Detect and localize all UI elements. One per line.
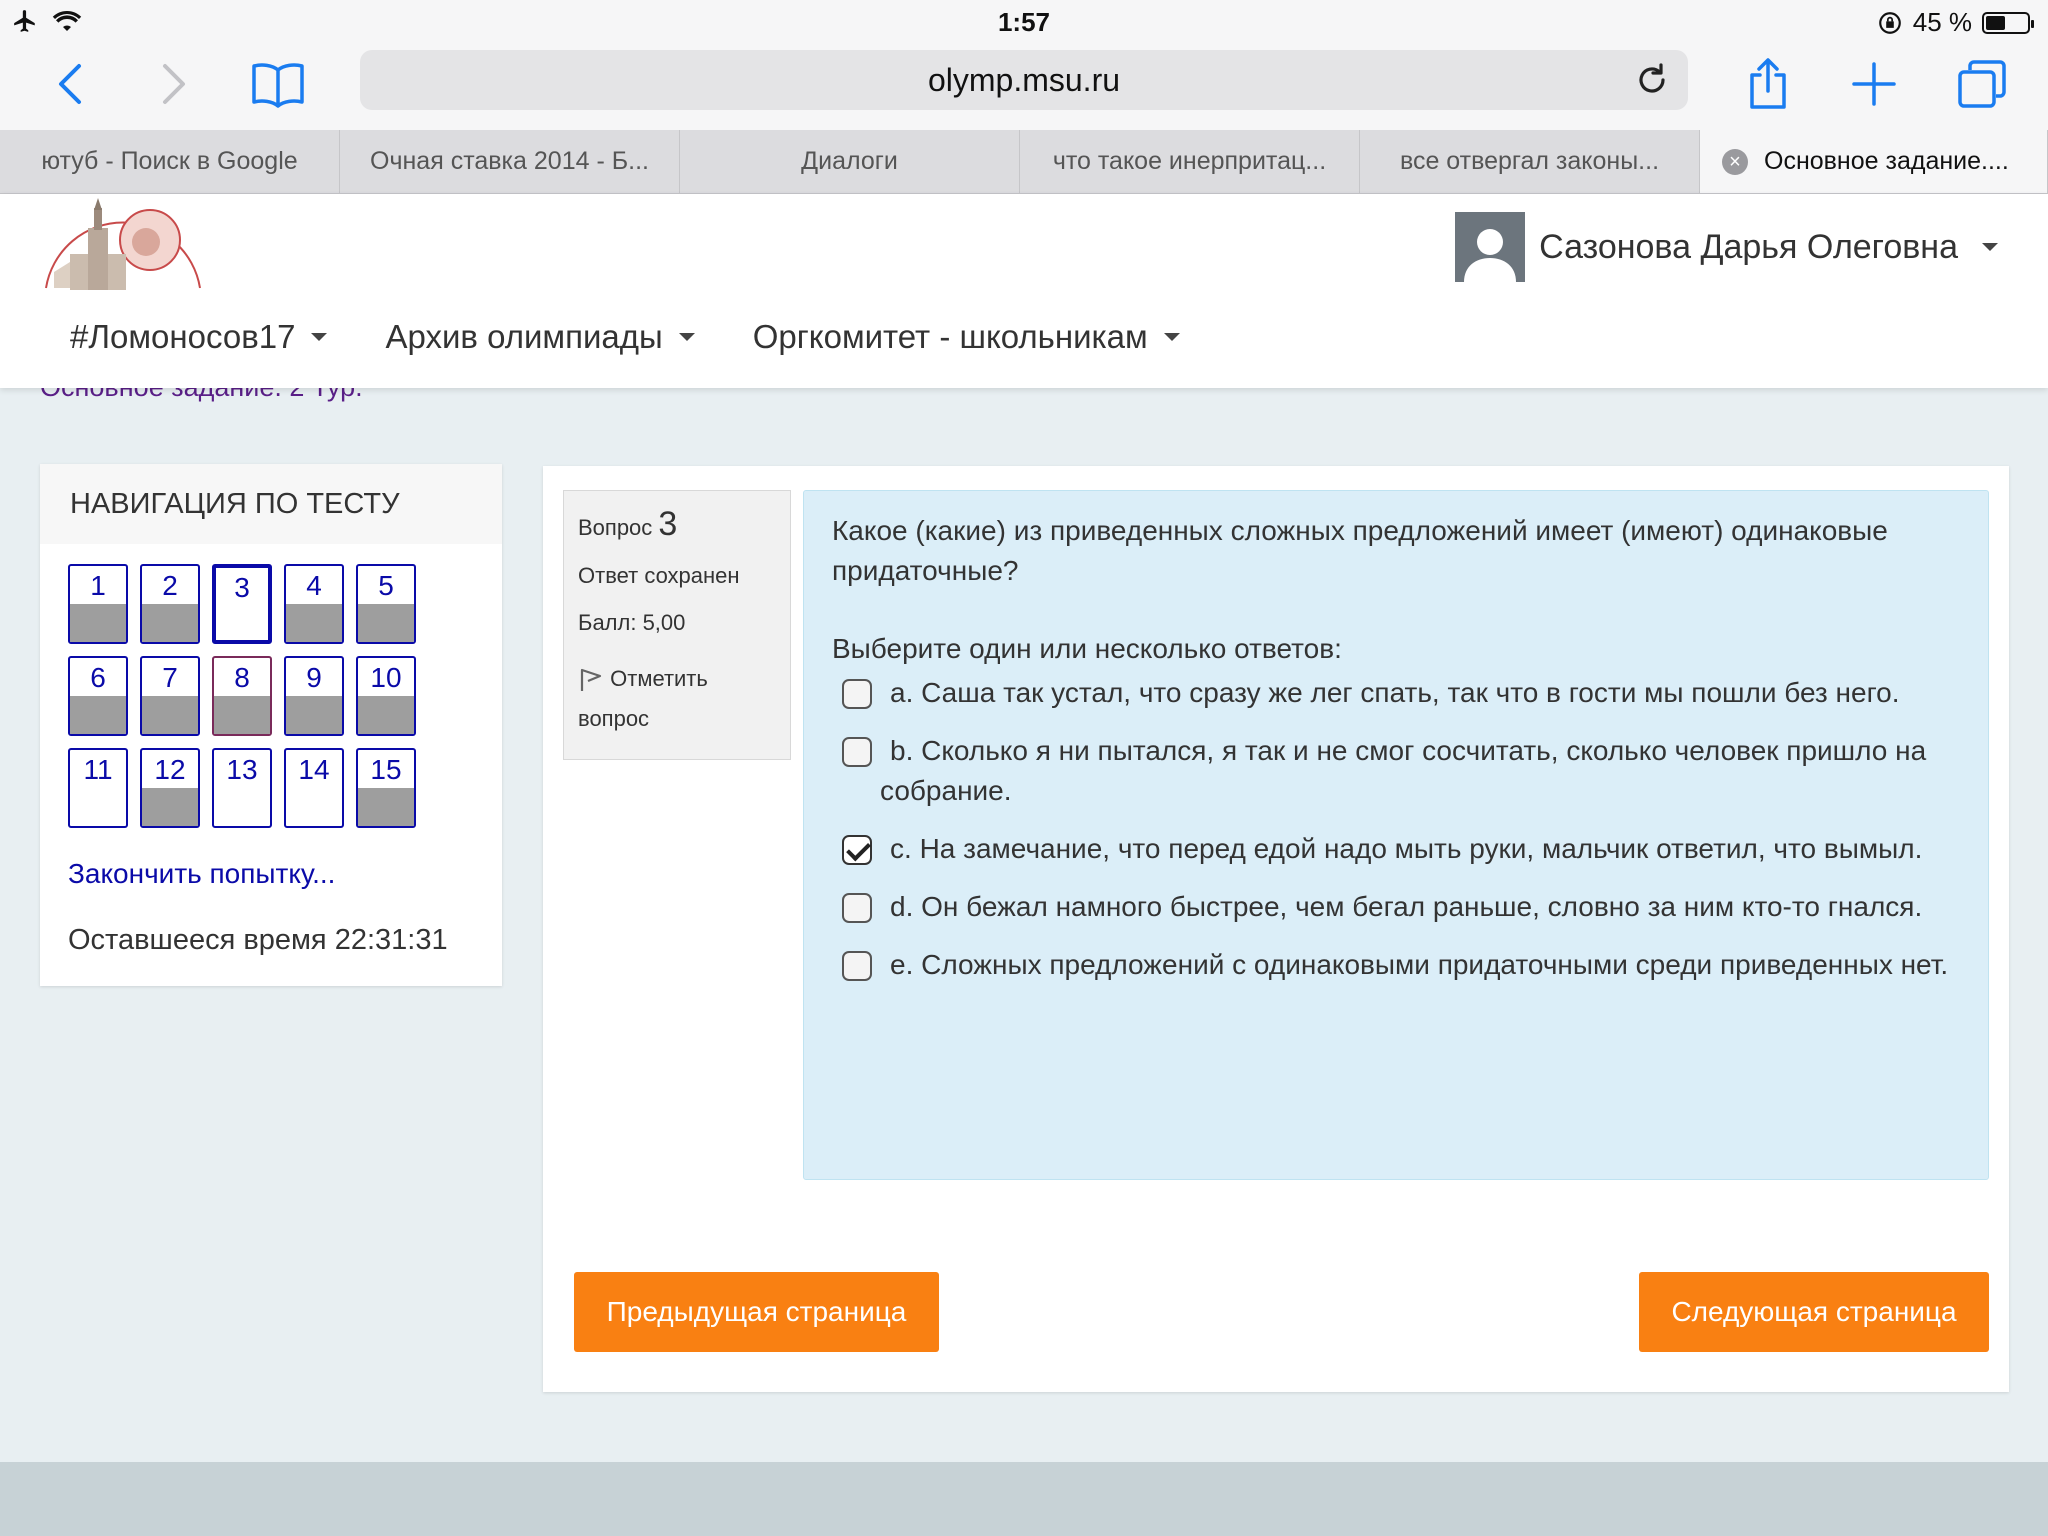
quiz-nav-number: 6 — [90, 662, 106, 693]
active-tab-label: Основное задание.... — [1764, 147, 2009, 175]
flag-question-label: Отметить вопрос — [578, 666, 708, 732]
orientation-lock-icon — [1877, 10, 1903, 36]
quiz-nav-number: 15 — [370, 754, 402, 785]
quiz-nav-number: 8 — [234, 662, 250, 693]
quiz-nav-number: 12 — [154, 754, 186, 785]
quiz-nav-button-1[interactable] — [68, 564, 128, 644]
answer-letter: c. — [890, 833, 912, 864]
question-text: Какое (какие) из приведенных сложных предложений имеет (имеют) одинаковые придаточные? — [832, 515, 1888, 586]
chevron-down-icon — [1982, 243, 1998, 251]
answer-checkbox[interactable] — [842, 679, 872, 709]
answer-checkbox-checked[interactable] — [842, 835, 872, 865]
quiz-nav-button-13[interactable] — [212, 748, 272, 828]
close-tab-icon[interactable]: × — [1722, 149, 1748, 175]
answer-letter: b. — [890, 735, 914, 766]
answered-indicator — [214, 696, 270, 734]
question-formulation — [803, 490, 1989, 1180]
quiz-nav-number: 1 — [90, 570, 106, 601]
next-page-button[interactable]: Следующая страница — [1639, 1272, 1989, 1352]
quiz-nav-number: 4 — [306, 570, 322, 601]
flag-question-button[interactable] — [578, 659, 776, 739]
status-right-icons — [1877, 7, 2030, 38]
lomonosov-olympiad-logo[interactable] — [40, 198, 206, 290]
answer-list — [832, 673, 1960, 985]
answered-indicator — [358, 604, 414, 642]
chevron-down-icon — [1164, 333, 1180, 341]
answer-checkbox[interactable] — [842, 893, 872, 923]
browser-tab-active[interactable] — [1700, 130, 2048, 193]
answered-indicator — [358, 696, 414, 734]
question-label: Вопрос — [578, 515, 653, 540]
main-navigation — [70, 318, 1180, 356]
quiz-nav-number: 13 — [226, 754, 258, 785]
tabs-overview-icon[interactable] — [1950, 52, 2014, 116]
browser-toolbar — [0, 44, 2048, 130]
answered-indicator — [70, 696, 126, 734]
answer-checkbox[interactable] — [842, 951, 872, 981]
answer-label: На замечание, что перед едой надо мыть руки, мальчик ответил, что вымыл. — [919, 833, 1923, 864]
browser-tab[interactable]: Очная ставка 2014 - Б... — [340, 130, 680, 193]
quiz-nav-button-11[interactable] — [68, 748, 128, 828]
quiz-nav-button-12[interactable] — [140, 748, 200, 828]
answered-indicator — [142, 788, 198, 826]
answer-option-e[interactable] — [832, 945, 1960, 985]
quiz-nav-number: 9 — [306, 662, 322, 693]
chevron-down-icon — [679, 333, 695, 341]
time-remaining — [68, 924, 448, 957]
question-grid — [68, 564, 416, 828]
answered-indicator — [70, 604, 126, 642]
answer-option-c[interactable] — [832, 829, 1960, 869]
status-time: 1:57 — [997, 7, 1051, 37]
answer-option-d[interactable] — [832, 887, 1960, 927]
user-name: Сазонова Дарья Олеговна — [1539, 227, 1958, 266]
question-grade: Балл: 5,00 — [578, 609, 686, 635]
question-card — [543, 466, 2009, 1392]
answered-indicator — [286, 696, 342, 734]
nav-item-label: Архив олимпиады — [385, 318, 663, 355]
nav-item-lomonosov17[interactable] — [70, 318, 327, 356]
question-info — [563, 490, 791, 760]
ios-status-bar — [0, 0, 2048, 44]
quiz-nav-number: 2 — [162, 570, 178, 601]
chevron-down-icon — [311, 333, 327, 341]
avatar — [1455, 212, 1525, 282]
answer-label: Он бежал намного быстрее, чем бегал раньше, словно за ним кто-то гнался. — [921, 891, 1923, 922]
address-bar[interactable] — [360, 50, 1688, 110]
quiz-nav-button-6[interactable] — [68, 656, 128, 736]
quiz-nav-button-7[interactable] — [140, 656, 200, 736]
answer-text — [880, 673, 1900, 713]
quiz-nav-button-14[interactable] — [284, 748, 344, 828]
share-icon[interactable] — [1736, 52, 1800, 116]
flag-icon — [578, 667, 604, 693]
new-tab-icon[interactable] — [1842, 52, 1906, 116]
browser-tab[interactable]: что такое инерпритац... — [1020, 130, 1360, 193]
answered-indicator — [142, 696, 198, 734]
bookmarks-icon[interactable] — [246, 52, 310, 116]
browser-tab[interactable]: ютуб - Поиск в Google — [0, 130, 340, 193]
quiz-nav-button-4[interactable] — [284, 564, 344, 644]
answer-letter: e. — [890, 949, 914, 980]
quiz-nav-number: 3 — [234, 572, 250, 603]
answered-indicator — [142, 604, 198, 642]
nav-item-label: Оргкомитет - школьникам — [752, 318, 1148, 355]
answered-indicator — [286, 604, 342, 642]
nav-item-archive[interactable] — [385, 318, 694, 356]
quiz-nav-button-5[interactable] — [356, 564, 416, 644]
answer-text — [880, 887, 1922, 927]
browser-tab[interactable]: все отвергал законы... — [1360, 130, 1700, 193]
browser-tab-strip — [0, 130, 2048, 194]
answer-checkbox[interactable] — [842, 737, 872, 767]
answer-text — [880, 945, 1948, 985]
quiz-nav-button-15[interactable] — [356, 748, 416, 828]
answer-prompt: Выберите один или несколько ответов: — [832, 633, 1342, 664]
nav-item-label: #Ломоносов17 — [70, 318, 296, 355]
previous-page-button[interactable]: Предыдущая страница — [574, 1272, 939, 1352]
answer-option-a[interactable] — [832, 673, 1960, 713]
quiz-nav-button-9[interactable] — [284, 656, 344, 736]
back-icon[interactable] — [38, 52, 102, 116]
user-menu[interactable] — [1455, 212, 1998, 282]
answered-indicator — [358, 788, 414, 826]
question-number-value: 3 — [658, 505, 678, 543]
url-text: olymp.msu.ru — [927, 62, 1121, 98]
user-icon — [1462, 224, 1518, 282]
answer-letter: a. — [890, 677, 914, 708]
battery-percent: 45 % — [1912, 7, 1972, 37]
quiz-navigation-title: НАВИГАЦИЯ ПО ТЕСТУ — [40, 464, 502, 544]
timer-value: 22:31:31 — [334, 924, 448, 956]
quiz-nav-number: 5 — [378, 570, 394, 601]
nav-item-orgcommittee[interactable] — [753, 318, 1180, 356]
quiz-nav-button-2[interactable] — [140, 564, 200, 644]
timer-label: Оставшееся время — [68, 924, 327, 956]
finish-attempt-link[interactable]: Закончить попытку... — [68, 858, 336, 889]
answer-label: Сколько я ни пытался, я так и не смог сосчитать, сколько человек пришло на собрание. — [880, 735, 1927, 806]
answer-label: Сложных предложений с одинаковыми придаточными среди приведенных нет. — [921, 949, 1949, 980]
quiz-nav-button-3[interactable] — [212, 564, 272, 644]
quiz-navigation-block — [40, 464, 502, 986]
quiz-nav-number: 11 — [83, 754, 113, 785]
reload-icon[interactable] — [1634, 62, 1670, 98]
quiz-nav-button-10[interactable] — [356, 656, 416, 736]
quiz-nav-number: 14 — [298, 754, 330, 785]
quiz-nav-button-8[interactable] — [212, 656, 272, 736]
answer-text — [880, 829, 1922, 869]
page-footer — [0, 1462, 2048, 1536]
site-header — [0, 194, 2048, 388]
answer-text — [880, 731, 1960, 811]
answer-letter: d. — [890, 891, 914, 922]
answer-option-b[interactable] — [832, 731, 1960, 811]
quiz-nav-number: 7 — [162, 662, 178, 693]
quiz-nav-number: 10 — [370, 662, 402, 693]
battery-icon — [1982, 12, 2030, 34]
question-state: Ответ сохранен — [578, 563, 740, 588]
forward-icon[interactable] — [142, 52, 206, 116]
browser-tab[interactable]: Диалоги — [680, 130, 1020, 193]
answer-label: Саша так устал, что сразу же лег спать, так что в гости мы пошли без него. — [921, 677, 1900, 708]
question-number — [578, 505, 776, 544]
